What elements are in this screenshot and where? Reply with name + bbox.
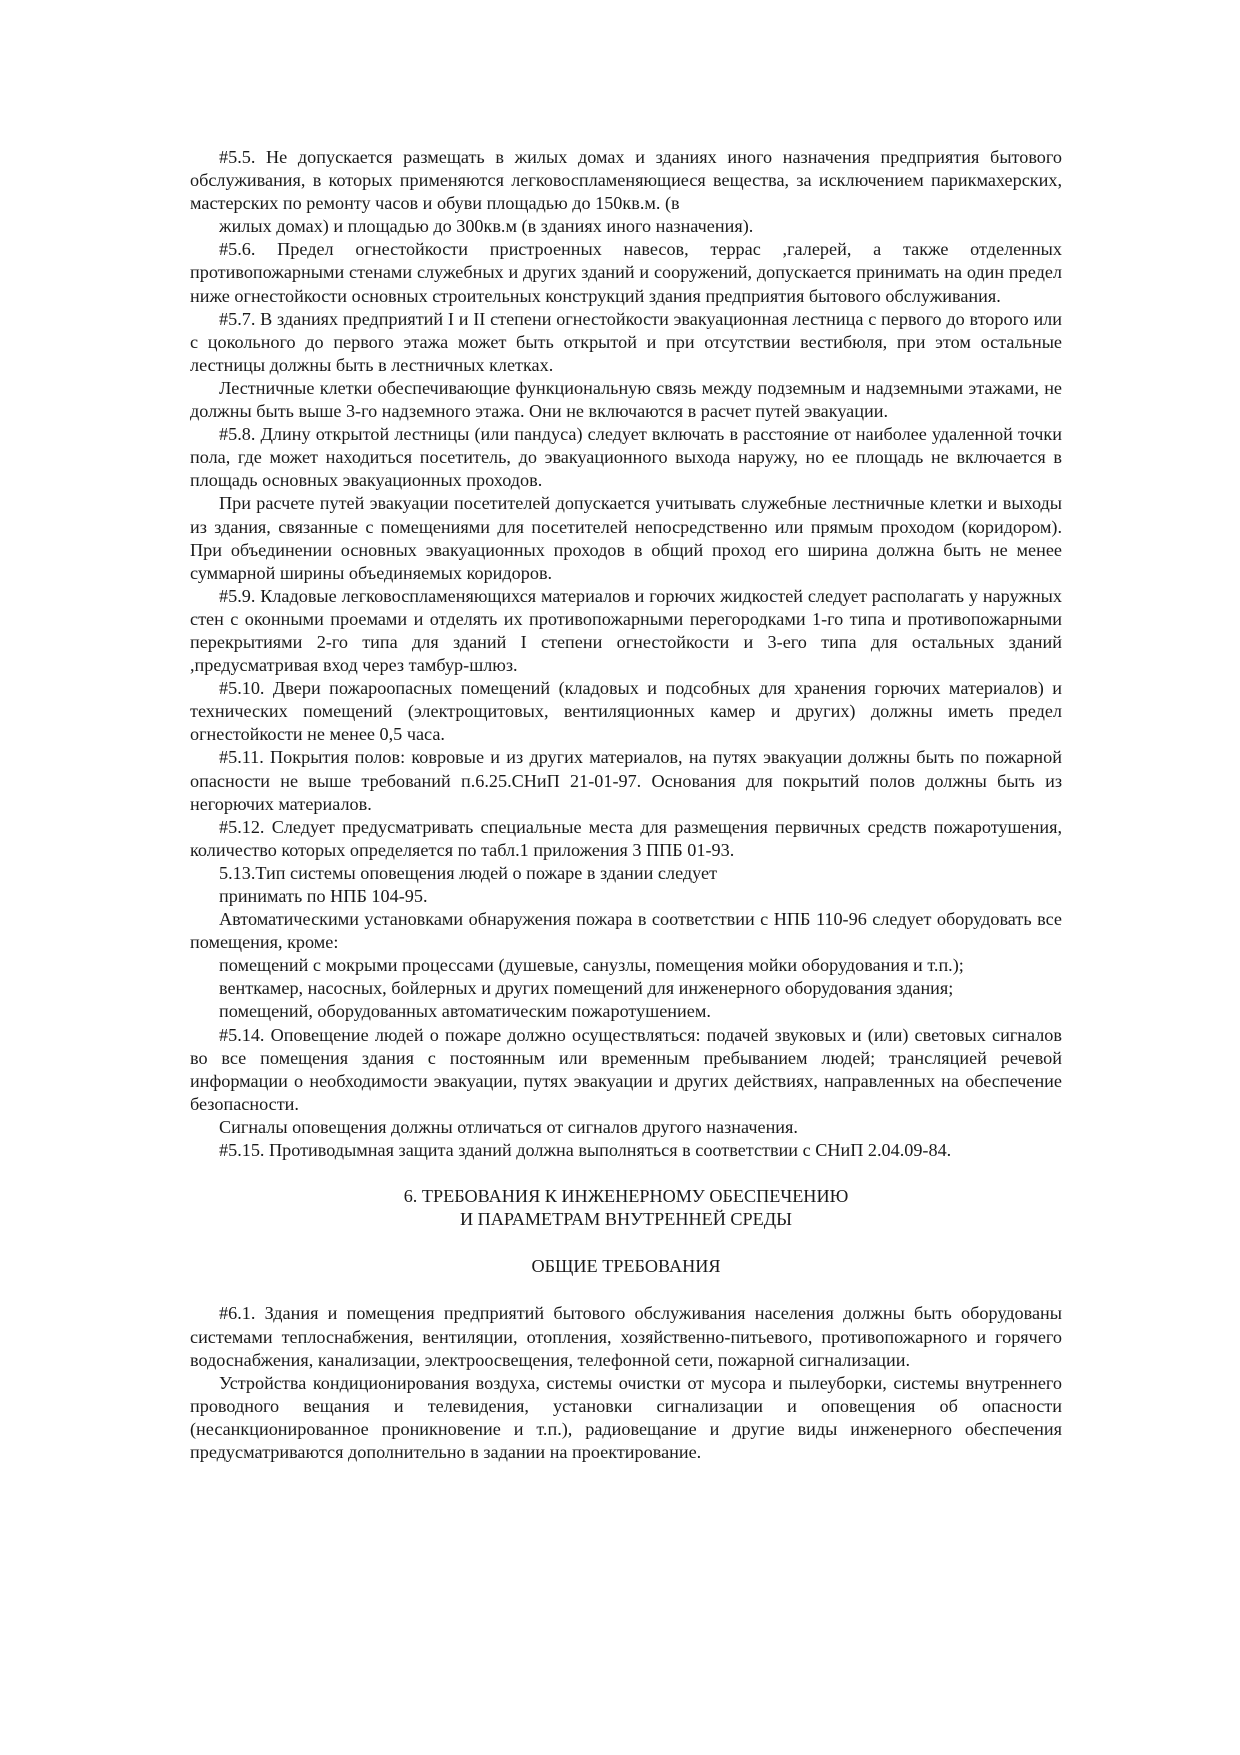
paragraph-5-13-extinguishing: помещений, оборудованных автоматическим пожаротушением.	[219, 1001, 711, 1022]
paragraph-5-13-wet-rooms: помещений с мокрыми процессами (душевые, санузлы, помещения мойки оборудования и т.п.);	[219, 955, 964, 976]
general-requirements-heading: ОБЩИЕ ТРЕБОВАНИЯ	[531, 1256, 721, 1277]
paragraph-5-13-engineering-rooms: венткамер, насосных, бойлерных и других помещений для инженерного оборудования здания;	[219, 978, 954, 999]
section-6-heading-line-1: 6. ТРЕБОВАНИЯ К ИНЖЕНЕРНОМУ ОБЕСПЕЧЕНИЮ	[403, 1186, 849, 1207]
section-6-heading-line-2: И ПАРАМЕТРАМ ВНУТРЕННЕЙ СРЕДЫ	[459, 1209, 793, 1230]
paragraph-5-5: #5.5. Не допускается размещать в жилых домах и зданиях иного назначения предприятия бытового обслуживания, в которых применяются легковоспламеняющиеся вещества, за исключением парикмахерских, мастерских по ремонту часов и обуви площадью до 150кв.м. (в	[190, 147, 1062, 214]
paragraph-5-15: #5.15. Противодымная защита зданий должна выполняться в соответствии с СНиП 2.04.09-84.	[219, 1140, 952, 1161]
section-spacer	[190, 1278, 1062, 1302]
paragraph-5-9: #5.9. Кладовые легковоспламеняющихся материалов и горючих жидкостей следует располагать у наружных стен с оконными проемами и отделять их противопожарными перегородками 1-го типа и противопожарными перекрытиями 2-го типа для зданий I степени огнестойкости и 3-его типа для остальных зданий ,предусматривая вход через тамбур-шлюз.	[190, 585, 1062, 676]
paragraph-5-7: #5.7. В зданиях предприятий I и II степени огнестойкости эвакуационная лестница с первого до второго или с цокольного до первого этажа может быть открытой и при отсутствии вестибюля, при этом остальные лестницы должны быть в лестничных клетках.	[190, 308, 1062, 375]
paragraph-5-13-npb: принимать по НПБ 104-95.	[219, 886, 428, 906]
paragraph-5-10: #5.10. Двери пожароопасных помещений (кладовых и подсобных для хранения горючих материалов) и технических помещений (электрощитовых, вентиляционных камер и других) должны иметь предел огнестойкости не менее 0,5 часа.	[190, 678, 1062, 745]
paragraph-5-6: #5.6. Предел огнестойкости пристроенных навесов, террас ,галерей, а также отделенных противопожарными стенами служебных и других зданий и сооружений, допускается принимать на один предел ниже огнестойкости основных строительных конструкций здания предприятия бытового обслуживания.	[190, 239, 1062, 306]
paragraph-6-1: #6.1. Здания и помещения предприятий бытового обслуживания населения должны быть оборудованы системами теплоснабжения, вентиляции, отопления, хозяйственно-питьевого, противопожарного и горячего водоснабжения, канализации, электроосвещения, телефонной сети, пожарной сигнализации.	[190, 1303, 1062, 1370]
paragraph-5-14: #5.14. Оповещение людей о пожаре должно осуществляться: подачей звуковых и (или) световых сигналов во все помещения здания с постоянным или временным пребыванием людей; трансляцией речевой информации о необходимости эвакуации, путях эвакуации и других действиях, направленных на обеспечение безопасности.	[190, 1024, 1062, 1114]
paragraph-5-8: #5.8. Длину открытой лестницы (или пандуса) следует включать в расстояние от наиболее удаленной точки пола, где может находиться посетитель, до эвакуационного выхода наружу, но ее площадь не включается в площадь основных эвакуационных проходов.	[190, 424, 1062, 491]
section-spacer	[190, 1231, 1062, 1255]
paragraph-5-12: #5.12. Следует предусматривать специальные места для размещения первичных средств пожаротушения, количество которых определяется по табл.1 приложения 3 ППБ 01-93.	[190, 816, 1062, 860]
paragraph-5-5-continuation: жилых домах) и площадью до 300кв.м (в зданиях иного назначения).	[219, 216, 754, 237]
document-page	[190, 146, 1062, 1464]
paragraph-5-7-stairs: Лестничные клетки обеспечивающие функциональную связь между подземным и надземными этажами, не должны быть выше 3-го надземного этажа. Они не включаются в расчет путей эвакуации.	[190, 377, 1062, 422]
paragraph-5-14-signals: Сигналы оповещения должны отличаться от сигналов другого назначения.	[219, 1116, 798, 1137]
paragraph-5-13: 5.13.Тип системы оповещения людей о пожаре в здании следует	[219, 862, 718, 883]
paragraph-6-1-additional: Устройства кондиционирования воздуха, системы очистки от мусора и пылеуборки, системы внутреннего проводного вещания и телевидения, установки сигнализации и оповещения об опасности (несанкционированное проникновение и т.п.), радиовещание и другие виды инженерного обеспечения предусматриваются дополнительно в задании на проектирование.	[190, 1372, 1062, 1462]
section-spacer	[190, 1162, 1062, 1185]
paragraph-5-8-evacuation: При расчете путей эвакуации посетителей допускается учитывать служебные лестничные клетки и выходы из здания, связанные с помещениями для посетителей непосредственно или прямым проходом (коридором). При объединении основных эвакуационных проходов в общий проход его ширина должна быть не менее суммарной ширины объединяемых коридоров.	[190, 493, 1062, 583]
paragraph-5-11: #5.11. Покрытия полов: ковровые и из других материалов, на путях эвакуации должны быть по пожарной опасности не выше требований п.6.25.СНиП 21-01-97. Основания для покрытий полов должны быть из негорючих материалов.	[190, 747, 1062, 814]
paragraph-5-13-detection: Автоматическими установками обнаружения пожара в соответствии с НПБ 110-96 следует оборудовать все помещения, кроме:	[190, 909, 1062, 953]
